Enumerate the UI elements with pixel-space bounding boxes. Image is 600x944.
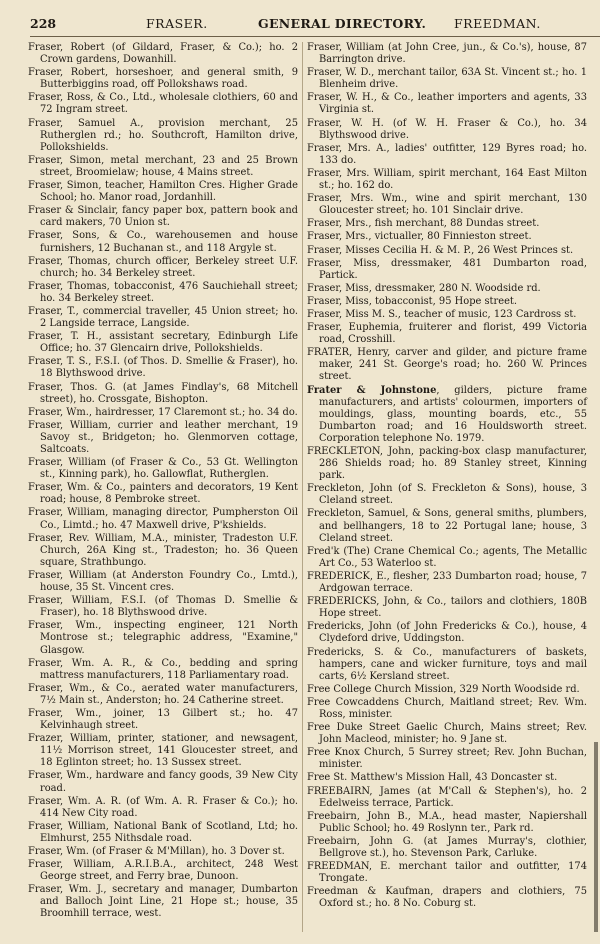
directory-entry: FREEDMAN, E. merchant tailor and outfitter, 174 Trongate. bbox=[307, 861, 587, 885]
directory-entry: Fraser, Robert, horseshoer, and general smith, 9 Butterbiggins road, off Pollokshaws road. bbox=[28, 67, 298, 91]
directory-entry: Fraser, Rev. William, M.A., minister, Tradeston U.F. Church, 26A King st., Tradeston; ho. 36 Queen square, Strathbungo. bbox=[28, 532, 298, 568]
directory-entry: Fraser, Thos. G. (at James Findlay's, 68 Mitchell street), ho. Crossgate, Bishopton. bbox=[28, 381, 298, 405]
directory-entry: Fredericks, John (of John Fredericks & Co.), house, 4 Clydeford drive, Uddingston. bbox=[307, 621, 587, 645]
directory-entry: Fraser, Miss, dressmaker, 280 N. Woodside rd. bbox=[307, 282, 541, 294]
directory-entry: Fraser, T. H., assistant secretary, Edinburgh Life Office; ho. 37 Glencairn drive, Pollokshields. bbox=[28, 331, 298, 355]
directory-entry: Freebairn, John B., M.A., head master, Napiershall Public School; ho. 49 Roslynn ter., Park rd. bbox=[307, 810, 587, 834]
directory-entry: Freckleton, John (of S. Freckleton & Sons), house, 3 Cleland street. bbox=[307, 483, 587, 507]
directory-entry: Fraser, William (at Anderston Foundry Co., Lmtd.), house, 35 St. Vincent cres. bbox=[28, 569, 298, 594]
directory-entry: Fraser, Thomas, tobacconist, 476 Sauchiehall street; ho. 34 Berkeley street. bbox=[28, 280, 298, 304]
directory-entry: Freedman & Kaufman, drapers and clothiers, 75 Oxford st.; ho. 8 No. Coburg st. bbox=[307, 886, 587, 910]
binding-edge bbox=[594, 742, 598, 932]
directory-entry: Fraser, Samuel A., provision merchant, 25 Rutherglen rd.; ho. Southcroft, Hamilton drive, Pollokshields. bbox=[28, 117, 298, 153]
directory-entry: Fraser, Simon, metal merchant, 23 and 25 Brown street, Broomielaw; house, 4 Mains street. bbox=[28, 154, 298, 178]
directory-entry: Fraser, Miss M. S., teacher of music, 123 Cardross st. bbox=[307, 308, 577, 320]
directory-entry: Fraser, William, National Bank of Scotland, Ltd; ho. Elmhurst, 255 Nithsdale road. bbox=[28, 820, 298, 844]
directory-entry: FREDERICK, E., flesher, 233 Dumbarton road; house, 7 Ardgowan terrace. bbox=[307, 570, 587, 595]
directory-entry: Fredericks, S. & Co., manufacturers of baskets, hampers, cane and wicker furniture, toys and mail carts, 6½ Kersland street. bbox=[307, 646, 587, 682]
directory-entry: Free St. Matthew's Mission Hall, 43 Doncaster st. bbox=[307, 772, 558, 784]
directory-entry: FRATER, Henry, carver and gilder, and picture frame maker, 241 St. George's road; ho. 260 W. Princes street. bbox=[307, 347, 587, 383]
directory-entry: Fraser, Mrs. Wm., wine and spirit merchant, 130 Gloucester street; ho. 101 Sinclair drive. bbox=[307, 193, 587, 217]
directory-entry: Fraser, Robert (of Gildard, Fraser, & Co.); ho. 2 Crown gardens, Dowanhill. bbox=[28, 42, 298, 66]
directory-entry: Fraser, William, A.R.I.B.A., architect, 248 West George street, and Ferry brae, Dunoon. bbox=[28, 859, 298, 883]
directory-entry: Fraser, Mrs., fish merchant, 88 Dundas street. bbox=[307, 218, 540, 230]
directory-entry: Fraser, Wm., joiner, 13 Gilbert st.; ho. 47 Kelvinhaugh street. bbox=[28, 707, 298, 732]
right-column bbox=[307, 42, 587, 911]
directory-entry: Fraser, Misses Cecilia H. & M. P., 26 West Princes st. bbox=[307, 244, 574, 256]
directory-entry: Fraser, Thomas, church officer, Berkeley street U.F. church; ho. 34 Berkeley street. bbox=[28, 255, 298, 279]
header-left-word: FRASER. bbox=[146, 16, 208, 31]
directory-entry: Fraser, Wm., inspecting engineer, 121 North Montrose st.; telegraphic address, "Examine," Glasgow. bbox=[28, 620, 298, 656]
directory-entry: Fraser, William, managing director, Pumpherston Oil Co., Limtd.; ho. 47 Maxwell drive, P'kshields. bbox=[28, 507, 298, 531]
column-divider bbox=[302, 42, 303, 932]
directory-entry: Fraser & Sinclair, fancy paper box, pattern book and card makers, 70 Union st. bbox=[28, 205, 298, 229]
directory-entry: Free Duke Street Gaelic Church, Mains street; Rev. John Macleod, minister; ho. 9 Jane st. bbox=[307, 722, 587, 746]
directory-entry: Free Cowcaddens Church, Maitland street; Rev. Wm. Ross, minister. bbox=[307, 696, 587, 720]
directory-entry: Fraser, William, currier and leather merchant, 19 Savoy st., Bridgeton; ho. Glenmorven cottage, Saltcoats. bbox=[28, 419, 298, 455]
directory-entry: Freckleton, Samuel, & Sons, general smiths, plumbers, and bellhangers, 18 to 22 Portugal lane; house, 3 Cleland street. bbox=[307, 508, 587, 544]
directory-entry: FRECKLETON, John, packing-box clasp manufacturer, 286 Shields road; ho. 89 Stanley street, Kinning park. bbox=[307, 446, 587, 482]
directory-entry: Fraser, Wm. & Co., painters and decorators, 19 Kent road; house, 8 Pembroke street. bbox=[28, 482, 298, 506]
directory-entry: Fraser, Mrs., victualler, 80 Finnieston street. bbox=[307, 231, 532, 243]
directory-entry: FREEBAIRN, James (at M'Call & Stephen's), ho. 2 Edelweiss terrace, Partick. bbox=[307, 785, 587, 809]
directory-entry: FREDERICKS, John, & Co., tailors and clothiers, 180B Hope street. bbox=[307, 596, 587, 620]
directory-entry: Fraser, Euphemia, fruiterer and florist, 499 Victoria road, Crosshill. bbox=[307, 322, 587, 346]
header-title: GENERAL DIRECTORY. bbox=[258, 16, 427, 31]
directory-entry: Fraser, Simon, teacher, Hamilton Cres. Higher Grade School; ho. Manor road, Jordanhill. bbox=[28, 180, 298, 204]
directory-entry: Free Knox Church, 5 Surrey street; Rev. John Buchan, minister. bbox=[307, 747, 587, 771]
directory-entry: Fraser, Ross, & Co., Ltd., wholesale clothiers, 60 and 72 Ingram street. bbox=[28, 92, 298, 116]
directory-entry: Freebairn, John G. (at James Murray's, clothier, Bellgrove st.), ho. Stevenson Park, Carluke. bbox=[307, 835, 587, 859]
directory-entry: Fraser, W. H., & Co., leather importers and agents, 33 Virginia st. bbox=[307, 92, 587, 116]
directory-entry: Fraser, Wm. A. R. (of Wm. A. R. Fraser & Co.); ho. 414 New City road. bbox=[28, 795, 298, 819]
directory-entry: Fraser, Wm., hairdresser, 17 Claremont st.; ho. 34 do. bbox=[28, 406, 298, 418]
directory-entry: Frazer, William, printer, stationer, and newsagent, 11½ Morrison street, 141 Gloucester street, and 18 Eglinton street; ho. 13 Sussex street. bbox=[28, 733, 298, 769]
directory-entry: Fraser, Mrs. A., ladies' outfitter, 129 Byres road; ho. 133 do. bbox=[307, 142, 587, 166]
directory-entry: Fraser, Wm. (of Fraser & M'Millan), ho. 3 Dover st. bbox=[28, 846, 285, 857]
directory-entry: Fraser, William (at John Cree, jun., & Co.'s), house, 87 Barrington drive. bbox=[307, 42, 587, 66]
directory-entry: Fraser, Wm. J., secretary and manager, Dumbarton and Balloch Joint Line, 21 Hope st.; house, 35 Broomhill terrace, west. bbox=[28, 884, 298, 920]
directory-entry: Fred'k (The) Crane Chemical Co.; agents, The Metallic Art Co., 53 Waterloo st. bbox=[307, 545, 587, 569]
directory-entry: Fraser, Mrs. William, spirit merchant, 164 East Milton st.; ho. 162 do. bbox=[307, 167, 587, 192]
header-rule bbox=[30, 36, 600, 37]
directory-entry: Fraser, Miss, dressmaker, 481 Dumbarton road, Partick. bbox=[307, 257, 587, 281]
directory-entry: Fraser, William, F.S.I. (of Thomas D. Smellie & Fraser), ho. 18 Blythswood drive. bbox=[28, 595, 298, 619]
directory-entry: Fraser, Wm. A. R., & Co., bedding and spring mattress manufacturers, 118 Parliamentary road. bbox=[28, 657, 298, 681]
directory-entry: Fraser, W. D., merchant tailor, 63A St. Vincent st.; ho. 1 Blenheim drive. bbox=[307, 67, 587, 91]
directory-entry: Fraser, William (of Fraser & Co., 53 Gt. Wellington st., Kinning park), ho. Gallowflat, Rutherglen. bbox=[28, 457, 298, 481]
directory-entry: Fraser, Miss, tobacconist, 95 Hope street. bbox=[307, 295, 518, 307]
directory-entry: Fraser, T. S., F.S.I. (of Thos. D. Smellie & Fraser), ho. 18 Blythswood drive. bbox=[28, 356, 298, 380]
directory-entry: Fraser, Sons, & Co., warehousemen and house furnishers, 12 Buchanan st., and 118 Argyle st. bbox=[28, 230, 298, 254]
directory-entry: Fraser, Wm., hardware and fancy goods, 39 New City road. bbox=[28, 770, 298, 794]
directory-entry: Fraser, W. H. (of W. H. Fraser & Co.), ho. 34 Blythswood drive. bbox=[307, 117, 587, 141]
directory-entry: Frater & Johnstone, gilders, picture frame manufacturers, and artists' colourmen, importers of mouldings, glass, mounting boards, etc., 55 Dumbarton road; and 16 Houldsworth street. Corporation telephone No. 1979. bbox=[307, 384, 587, 444]
header-right-word: FREEDMAN. bbox=[454, 16, 541, 31]
left-column bbox=[28, 42, 298, 922]
directory-entry: Free College Church Mission, 329 North Woodside rd. bbox=[307, 683, 580, 695]
page-header bbox=[30, 14, 590, 34]
directory-entry: Fraser, Wm., & Co., aerated water manufacturers, 7½ Main st., Anderston; ho. 24 Catherine street. bbox=[28, 682, 298, 706]
page-number: 228 bbox=[30, 16, 57, 31]
directory-entry: Fraser, T., commercial traveller, 45 Union street; ho. 2 Langside terrace, Langside. bbox=[28, 305, 298, 330]
